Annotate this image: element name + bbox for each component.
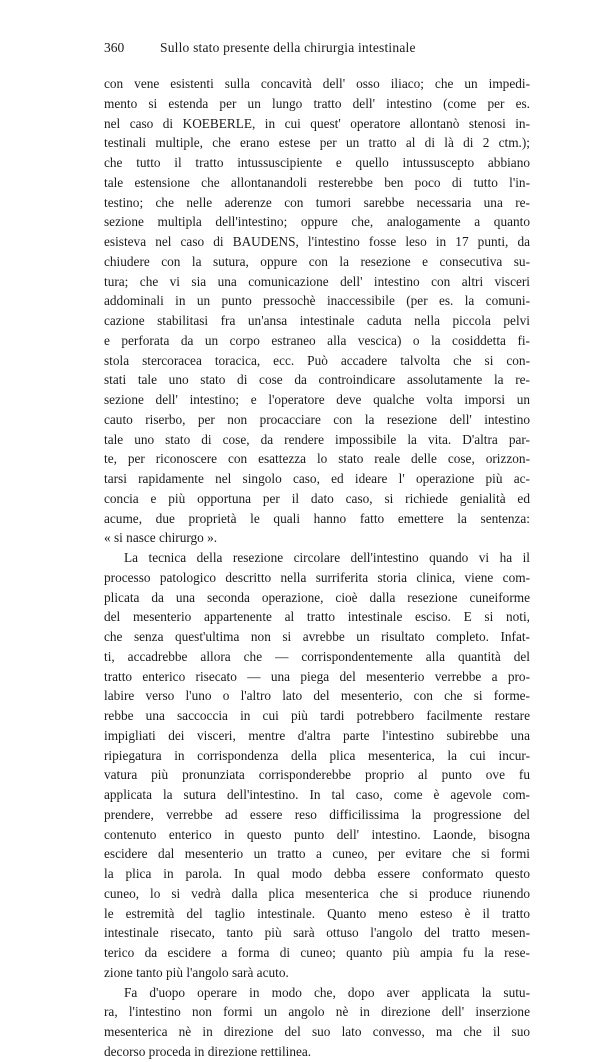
text-line: applicata la sutura dell'intestino. In tal caso, come è agevole com- <box>104 787 530 802</box>
text-line: sezione multipla dell'intestino; oppure che, analogamente a quanto <box>104 214 530 230</box>
paragraph <box>104 74 530 548</box>
text-line: vatura più pronunziata corrisponderebbe proprio al punto ove fu <box>104 767 530 783</box>
text-line: stola stercoracea toracica, ecc. Può accadere talvolta che si con- <box>104 352 530 368</box>
text-line: terico da escidere a forma di cuneo; quanto più ampia fu la rese- <box>104 945 530 960</box>
text-line: ripiegatura in corrispondenza della plica mesenterica, la cui incur- <box>104 747 530 763</box>
text-line: nel caso di KOEBERLE, in cui quest' operatore allontanò stenosi in- <box>104 115 530 131</box>
text-line: tale uno stato di cose, da rendere impossibile la vita. D'altra par- <box>104 431 530 447</box>
text-line: tale estensione che allontanandoli resterebbe ben poco di tutto l'in- <box>104 174 530 190</box>
text-line: La tecnica della resezione circolare dell'intestino quando vi ha il <box>124 550 530 565</box>
text-line: chiudere con la sutura, oppure con la resezione e consecutiva su- <box>104 253 530 269</box>
text-line: che tutto il tratto intussuscipiente e quello intussuscepto abbiano <box>104 155 530 170</box>
text-line: zione tanto più l'angolo sarà acuto. <box>104 964 289 980</box>
text-line: labire verso l'uno o l'altro lato del mesenterio, con che si forme- <box>104 688 530 704</box>
text-line: tratto enterico risecato — una piega del mesenterio verrebbe a pro- <box>104 668 530 684</box>
text-line: stati tale uno stato di cose da controindicare assolutamente la re- <box>104 372 530 388</box>
text-line: prendere, verrebbe ad essere reso difficilissima la progressione del <box>104 806 530 822</box>
text-line: acume, due proprietà le quali hanno fatto emettere la sentenza: <box>104 510 530 526</box>
paragraph <box>104 548 530 983</box>
text-line: addominali in un punto pressochè inaccessibile (per es. la comuni- <box>104 293 530 309</box>
text-line: ti, accadrebbe allora che — corrispondentemente alla quantità del <box>104 648 530 664</box>
text-line: mesenterica nè in direzione del suo lato convesso, ma che il suo <box>104 1024 530 1039</box>
text-line: le estremità del taglio intestinale. Quanto meno esteso è il tratto <box>104 905 530 921</box>
text-line: e perforata da un corpo estraneo alla vescica) o la cosiddetta fi- <box>104 332 530 348</box>
text-line: esisteva nel caso di BAUDENS, l'intestino fosse leso in 17 punti, da <box>104 234 530 249</box>
text-line: testino; che nelle aderenze con tumori sarebbe necessaria una re- <box>104 194 530 210</box>
text-line: rebbe una saccoccia in cui più tardi potrebbero facilmente restare <box>104 708 530 723</box>
text-line: decorso proceda in direzione rettilinea. <box>104 1043 312 1059</box>
text-line: tarsi rapidamente nel singolo caso, ed ideare l' operazione più ac- <box>104 471 530 486</box>
text-line: plicata da una seconda operazione, cioè dalla resezione cuneiforme <box>104 589 530 605</box>
text-line: te, per riconoscere con esattezza lo stato reale delle cose, orizzon- <box>104 451 530 467</box>
text-line: « si nasce chirurgo ». <box>104 530 218 546</box>
text-line: intestinale risecato, tanto più sarà ottuso l'angolo del tratto mesen- <box>104 925 530 941</box>
page-header <box>104 40 504 60</box>
text-line: cuneo, lo si vedrà dalla plica mesenterica che si produce riunendo <box>104 885 530 901</box>
paragraph <box>104 983 530 1062</box>
text-line: sezione dell' intestino; e l'operatore deve qualche volta imporsi un <box>104 392 530 407</box>
running-title: Sullo stato presente della chirurgia intestinale <box>160 40 416 55</box>
text-line: testinali multiple, che erano estese per un tratto al di là di 2 ctm.); <box>104 135 530 151</box>
page-number: 360 <box>104 40 125 55</box>
text-line: mento si estenda per un lungo tratto dell' intestino (come per es. <box>104 95 530 111</box>
text-line: contenuto enterico in questo punto dell' intestino. Laonde, bisogna <box>104 826 530 842</box>
body-text <box>104 74 530 1062</box>
text-line: processo patologico descritto nella surriferita storia clinica, viene com- <box>104 569 530 585</box>
text-line: impigliati dei visceri, mentre d'altra parte l'intestino subirebbe una <box>104 727 530 743</box>
text-line: cauto riserbo, per non procacciare con la resezione dell' intestino <box>104 411 530 427</box>
text-line: con vene esistenti sulla concavità dell' osso iliaco; che un impedi- <box>104 76 530 91</box>
text-line: escidere dal mesenterio un tratto a cuneo, per evitare che si formi <box>104 846 530 862</box>
text-line: ra, l'intestino non formi un angolo nè in direzione dell' inserzione <box>104 1004 530 1020</box>
text-line: cazione stabilitasi fra un'ansa intestinale caduta nella piccola pelvi <box>104 313 530 328</box>
text-line: Fa d'uopo operare in modo che, dopo aver applicata la sutu- <box>124 984 530 1000</box>
text-line: la plica in parola. In qual modo debba essere conformato questo <box>104 866 530 881</box>
text-line: che senza quest'ultima non si avrebbe un risultato completo. Infat- <box>104 629 530 644</box>
text-line: tura; che vi sia una comunicazione dell' intestino con altri visceri <box>104 273 530 289</box>
text-line: concia e più opportuna per il dato caso, si richiede genialità ed <box>104 490 530 506</box>
text-line: del mesenterio appartenente al tratto intestinale esciso. E si noti, <box>104 609 530 625</box>
